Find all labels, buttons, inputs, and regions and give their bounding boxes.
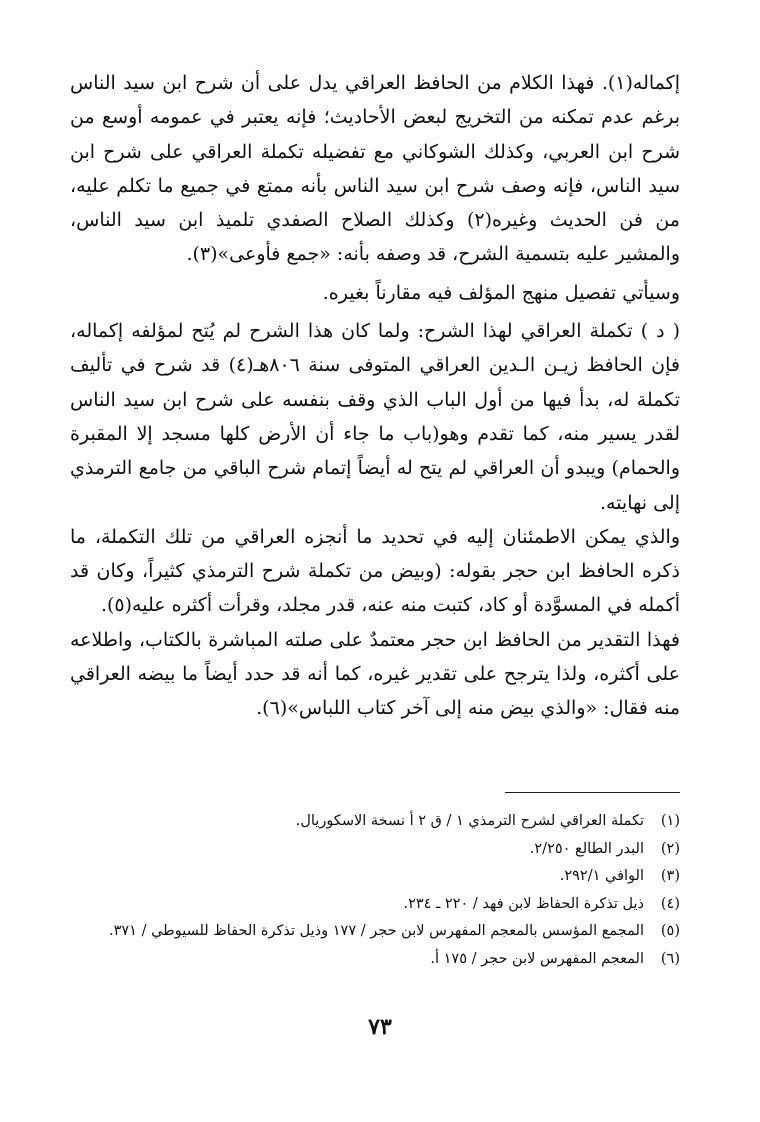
footnote-number: (٢) [660, 840, 680, 857]
footnote-text: المجمع المؤسس بالمعجم المفهرس لابن حجر / ١٧٧ وذيل تذكرة الحفاظ للسيوطي / ٣٧١. [108, 923, 644, 939]
footnote [70, 808, 680, 836]
footnotes [70, 808, 680, 973]
footnote-number: (٣) [660, 868, 680, 884]
footnote-text: المعجم المفهرس لابن حجر / ١٧٥ أ. [430, 950, 644, 967]
footnote [70, 863, 680, 891]
footnote-number: (٥) [660, 923, 680, 939]
paragraph-3: ( د ) تكملة العراقي لهذا الشرح: ولما كان هذا الشرح لم يُتح لمؤلفه إكماله، فإن الحافظ زيـن الـدين العراقي المتوفى سنة ٨٠٦هـ(٤) قد شرح في تأليف تكملة له، بدأ فيها من أول الباب الذي وقف بنفسه على شرح ابن سيد الناس لقدر يسير منه، كما تقدم وهو(باب ما جاء أن الأرض كلها مسجد إلا المقبرة والحمام) ويبدو أن العراقي لم يتح له أيضاً إتمام شرح الباقي من جامع الترمذي إلى نهايته. [70, 320, 681, 514]
main-text [70, 66, 680, 726]
paragraph-5: فهذا التقدير من الحافظ ابن حجر معتمدٌ على صلته المباشرة بالكتاب، واطلاعه على أكثره، ولذا يترجح على تقدير غيره، كما أنه قد حدد أيضاً ما بيضه العراقي منه فقال: «والذي بيض منه إلى آخر كتاب اللباس»(٦). [70, 628, 680, 720]
footnote [70, 946, 680, 974]
footnote-text: الوافي ٢٩٢/١. [559, 868, 644, 884]
footnote [70, 836, 680, 864]
footnote-text: ذيل تذكرة الحفاظ لابن فهد / ٢٢٠ ـ ٢٣٤. [403, 895, 644, 912]
footnote-number: (١) [660, 813, 680, 829]
footnote-number: (٦) [660, 950, 680, 967]
footnote [70, 891, 680, 919]
footnote [70, 918, 680, 946]
footnote-text: البدر الطالع ٢/٢٥٠. [529, 840, 644, 857]
footnote-text: تكملة العراقي لشرح الترمذي ١ / ق ٢ أ نسخة الاسكوريال. [295, 813, 644, 829]
page-number: ٧٣ [368, 1014, 392, 1040]
paragraph-1: إكماله(١). فهذا الكلام من الحافظ العراقي يدل على أن شرح ابن سيد الناس برغم عدم تمكنه من التخريج لبعض الأحاديث؛ فإنه يعتبر في عمومه أوسع من شرح ابن العربي، وكذلك الشوكاني مع تفضيله تكملة العراقي على شرح ابن سيد الناس، فإنه وصف شرح ابن سيد الناس بأنه ممتع في جميع ما تكلم عليه، من فن الحديث وغيره(٢) وكذلك الصلاح الصفدي تلميذ ابن سيد الناس، والمشير عليه بتسمية الشرح، قد وصفه بأنه: «جمع فأوعى»(٣). [70, 72, 680, 266]
footnote-separator [505, 792, 680, 793]
paragraph-4: والذي يمكن الاطمئنان إليه في تحديد ما أنجزه العراقي من تلك التكملة، ما ذكره الحافظ ابن حجر بقوله: (وبيض من تكملة شرح الترمذي كثيراً، وكان قد أكمله في المسوَّدة أو كاد، كتبت منه عنه، قدر مجلد، وقرأت أكثره عليه(٥). [70, 525, 680, 617]
paragraph-2: وسيأتي تفصيل منهج المؤلف فيه مقارناً بغيره. [322, 281, 680, 304]
footnote-number: (٤) [660, 895, 680, 912]
